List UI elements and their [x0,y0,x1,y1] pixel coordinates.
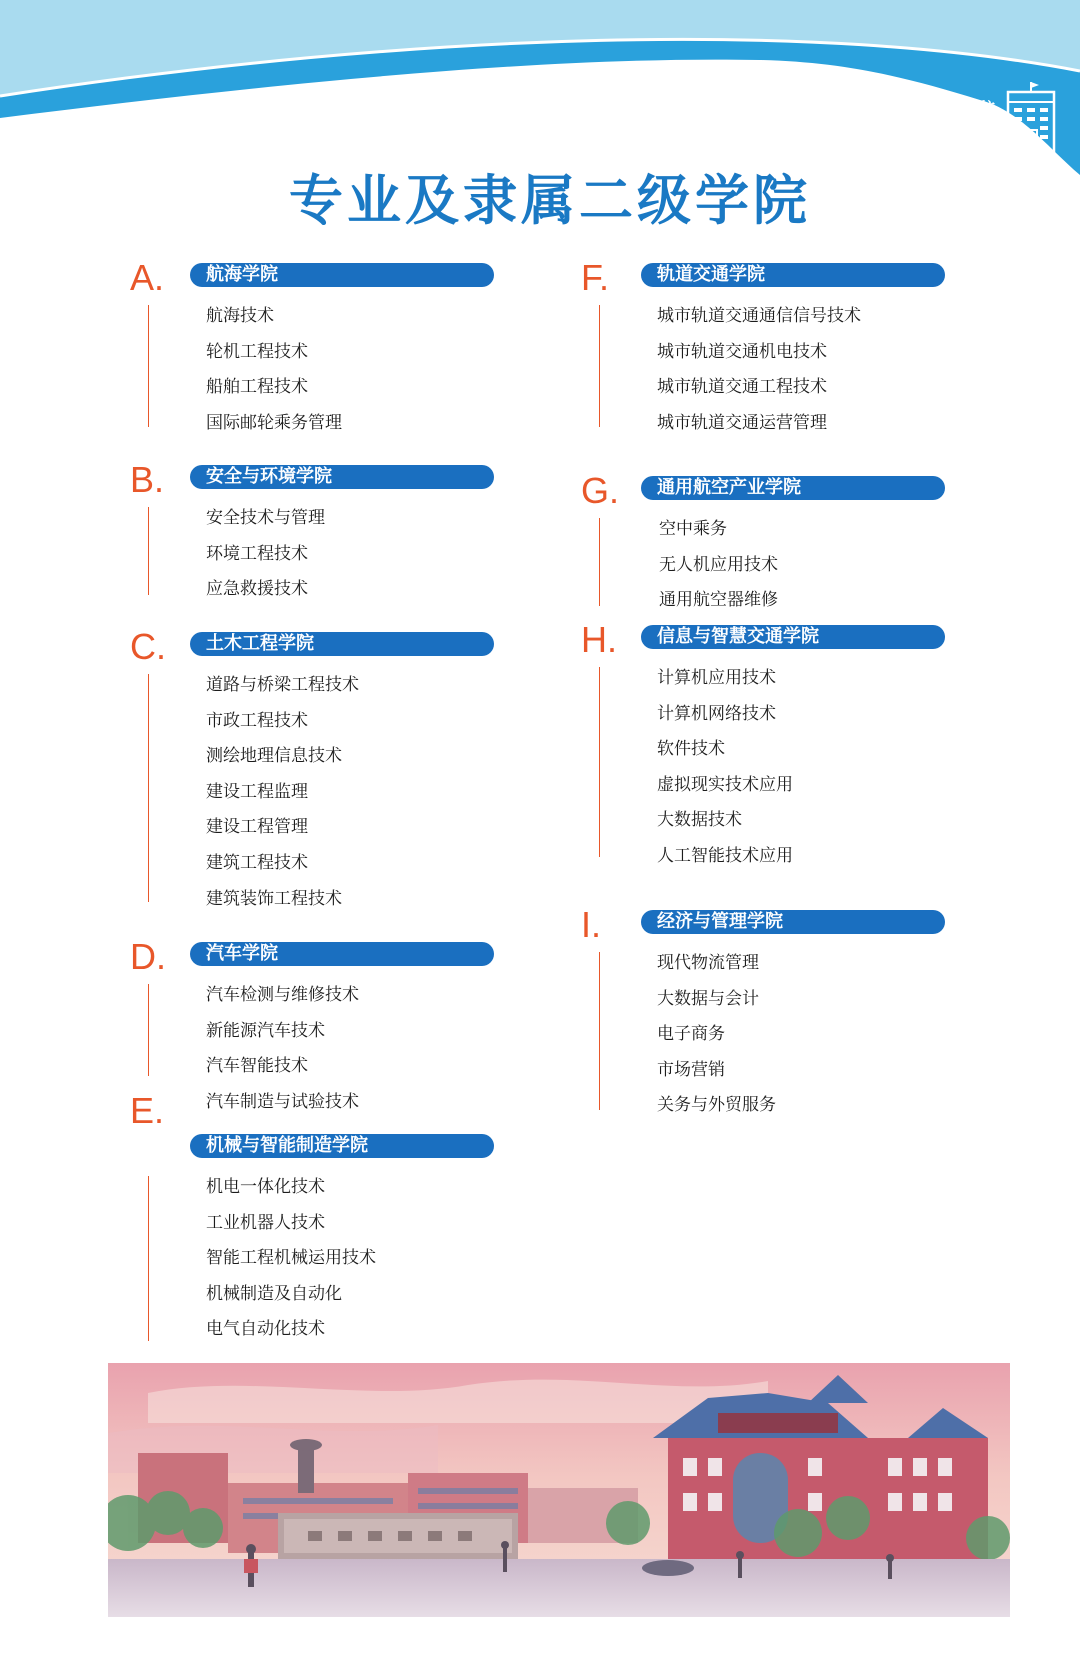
college-name-bar: 土木工程学院 [190,632,494,656]
section-divider-line [148,305,149,427]
major-item: 城市轨道交通运营管理 [657,412,827,433]
majors-list [206,299,342,441]
major-item: 汽车检测与维修技术 [206,985,359,1005]
major-item: 城市轨道交通通信信号技术 [657,306,861,326]
section-divider-line [148,507,149,595]
major-item: 电气自动化技术 [206,1319,325,1340]
major-item: 建设工程管理 [206,817,308,838]
major-item: 国际邮轮乘务管理 [206,412,342,433]
college-name-bar: 信息与智慧交通学院 [641,625,945,649]
page-title: 专业及隶属二级学院 [289,169,811,232]
section-divider-line [599,952,600,1110]
section-divider-line [599,305,600,427]
major-item: 建筑装饰工程技术 [206,888,342,909]
major-item: 计算机网络技术 [657,703,776,724]
major-item: 城市轨道交通工程技术 [657,377,827,398]
section-letter: B. [130,459,165,500]
major-item: 机电一体化技术 [206,1177,325,1197]
major-item: 智能工程机械运用技术 [206,1248,376,1269]
major-item: 环境工程技术 [206,543,308,564]
building-icon [1004,80,1058,156]
major-item: 虚拟现实技术应用 [657,774,793,795]
header-tagline: 职教旗舰 质量领航 [853,99,996,118]
section-letter: A. [130,257,165,298]
section-letter: C. [130,626,166,667]
majors-list [657,946,776,1124]
major-item: 关务与外贸服务 [657,1095,776,1116]
major-item: 应急救援技术 [206,579,308,600]
college-name-bar: 安全与环境学院 [190,465,494,489]
majors-list [206,668,359,917]
majors-list [659,512,778,619]
major-item: 现代物流管理 [657,953,759,973]
section-divider-line [148,984,149,1076]
major-item: 大数据与会计 [657,988,759,1009]
college-name-bar: 机械与智能制造学院 [190,1134,494,1158]
header-wave-banner [0,0,1080,180]
section-letter: G. [581,470,620,511]
major-item: 无人机应用技术 [659,554,778,575]
major-item: 通用航空器维修 [659,590,778,611]
section-divider-line [599,518,600,606]
major-item: 机械制造及自动化 [206,1283,342,1304]
major-item: 计算机应用技术 [657,668,776,688]
major-item: 测绘地理信息技术 [206,746,342,767]
major-item: 新能源汽车技术 [206,1020,325,1041]
majors-list [206,501,325,608]
major-item: 轮机工程技术 [206,341,308,362]
section-divider-line [148,1176,149,1341]
major-item: 道路与桥梁工程技术 [206,675,359,695]
major-item: 空中乘务 [659,519,727,539]
majors-list [206,1170,376,1348]
major-item: 市场营销 [657,1059,725,1080]
major-item: 人工智能技术应用 [657,845,793,866]
major-item: 建筑工程技术 [206,852,308,873]
major-item: 城市轨道交通机电技术 [657,341,827,362]
section-divider-line [599,667,600,857]
major-item: 市政工程技术 [206,710,308,731]
major-item: 安全技术与管理 [206,508,325,528]
major-item: 软件技术 [657,739,725,760]
major-item: 大数据技术 [657,810,742,831]
section-divider-line [148,674,149,902]
section-letter: I. [581,904,602,945]
section-letter: E. [130,1090,165,1131]
major-item: 航海技术 [206,306,274,326]
campus-watercolor-painting [108,1363,1010,1617]
college-name-bar: 轨道交通学院 [641,263,945,287]
major-item: 电子商务 [657,1024,725,1045]
section-letter: H. [581,619,617,660]
major-item: 工业机器人技术 [206,1212,325,1233]
major-item: 船舶工程技术 [206,377,308,398]
majors-list [206,978,359,1120]
section-letter: F. [581,257,610,298]
section-letter: D. [130,936,166,977]
major-item: 汽车智能技术 [206,1056,308,1077]
major-item: 汽车制造与试验技术 [206,1091,359,1112]
college-name-bar: 通用航空产业学院 [641,476,945,500]
major-item: 建设工程监理 [206,781,308,802]
college-name-bar: 航海学院 [190,263,494,287]
college-name-bar: 经济与管理学院 [641,910,945,934]
page-number: / 28 [965,118,994,136]
college-name-bar: 汽车学院 [190,942,494,966]
majors-list [657,299,861,441]
majors-list [657,661,793,875]
